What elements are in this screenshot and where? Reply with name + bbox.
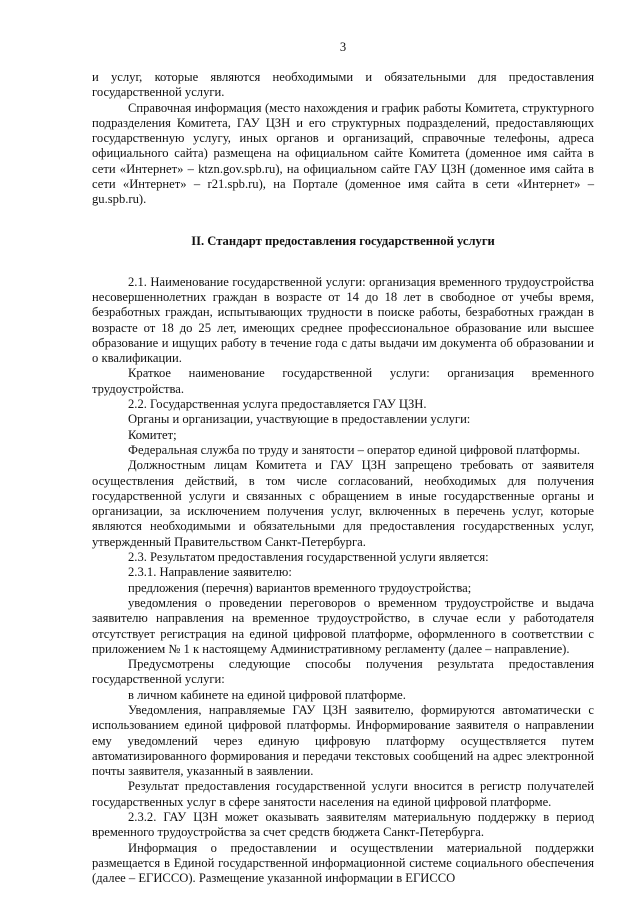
paragraph-2-3-1: 2.3.1. Направление заявителю: [128, 565, 292, 580]
intro-paragraph-reference-info: Справочная информация (место нахождения и график работы Комитета, структурного подразделения Комитета, ГАУ ЦЗН и его структурных подразделений, предоставляющих государственную услугу, иных органов и организаций, справочные телефоны, адреса официального сайта) размещена на официальном сайте Комитета (доменное имя сайта в сети «Интернет» – ktzn.gov.spb.ru), на официальном сайте ГАУ ЦЗН (доменное имя сайта в сети «Интернет» – r21.spb.ru), на Портале (доменное имя сайта в сети «Интернет» – gu.spb.ru). [92, 100, 594, 207]
paragraph-federal-service: Федеральная служба по труду и занятости – оператор единой цифровой платформы. [128, 442, 581, 457]
page-number: 3 [339, 40, 347, 54]
section-heading: II. Стандарт предоставления государственной услуги [191, 233, 495, 248]
paragraph-prohibition: Должностным лицам Комитета и ГАУ ЦЗН запрещено требовать от заявителя осуществления действий, в том числе согласований, необходимых для получения государственной услуги и связанных с обращением в иные государственные органы и организации, за исключением получения услуг, включенных в перечень услуг, которые являются необходимыми и обязательными для предоставления государственных услуг, утвержденный Правительством Санкт-Петербурга. [92, 458, 594, 549]
paragraph-participating-orgs: Органы и организации, участвующие в предоставлении услуги: [128, 412, 471, 427]
paragraph-2-1: 2.1. Наименование государственной услуги: организация временного трудоустройства несовершеннолетних граждан в возрасте от 14 до 18 лет в свободное от учебы время, безработных граждан, испытывающих трудности в поиске работы, безработных граждан в возрасте от 18 до 25 лет, имеющих среднее профессиональное образование или высшее образование и ищущих работу в течение года с даты выдачи им документа об образовании и о квалификации. [92, 274, 594, 366]
paragraph-2-3: 2.3. Результатом предоставления государственной услуги является: [128, 550, 489, 565]
paragraph-egisso: Информация о предоставлении и осуществлении материальной поддержки размещается в Единой государственной информационной системе социального обеспечения (далее – ЕГИССО). Размещение указанной информации в ЕГИССО [92, 840, 594, 886]
paragraph-2-2: 2.2. Государственная услуга предоставляется ГАУ ЦЗН. [128, 397, 427, 412]
paragraph-short-name: Краткое наименование государственной услуги: организация временного трудоустройства. [92, 366, 594, 396]
paragraph-2-3-2: 2.3.2. ГАУ ЦЗН может оказывать заявителям материальную поддержку в период временного трудоустройства за счет средств бюджета Санкт-Петербурга. [92, 810, 594, 840]
paragraph-offer-list: предложения (перечня) вариантов временного трудоустройства; [128, 580, 472, 595]
intro-paragraph-continuation: и услуг, которые являются необходимыми и обязательными для предоставления государственной услуги. [92, 70, 594, 100]
paragraph-result-methods: Предусмотрены следующие способы получения результата предоставления государственной услуги: [92, 657, 594, 687]
paragraph-committee: Комитет; [128, 427, 177, 442]
paragraph-negotiation-notice: уведомления о проведении переговоров о временном трудоустройстве и выдача заявителю направления на временное трудоустройство, в случае если у работодателя отсутствует регистрация на единой цифровой платформе, оформленного в соответствии с приложением № 1 к настоящему Административному регламенту (далее – направление). [92, 595, 594, 656]
paragraph-notifications: Уведомления, направляемые ГАУ ЦЗН заявителю, формируются автоматически с использованием единой цифровой платформы. Информирование заявителя о направлении ему уведомлений через единую цифровую платформу осуществляется путем автоматизированного формирования и передачи текстовых сообщений на адрес электронной почты заявителя, указанный в заявлении. [92, 702, 594, 779]
paragraph-registry: Результат предоставления государственной услуги вносится в регистр получателей государственных услуг в сфере занятости населения на единой цифровой платформе. [92, 779, 594, 809]
paragraph-personal-account: в личном кабинете на единой цифровой платформе. [128, 687, 406, 702]
